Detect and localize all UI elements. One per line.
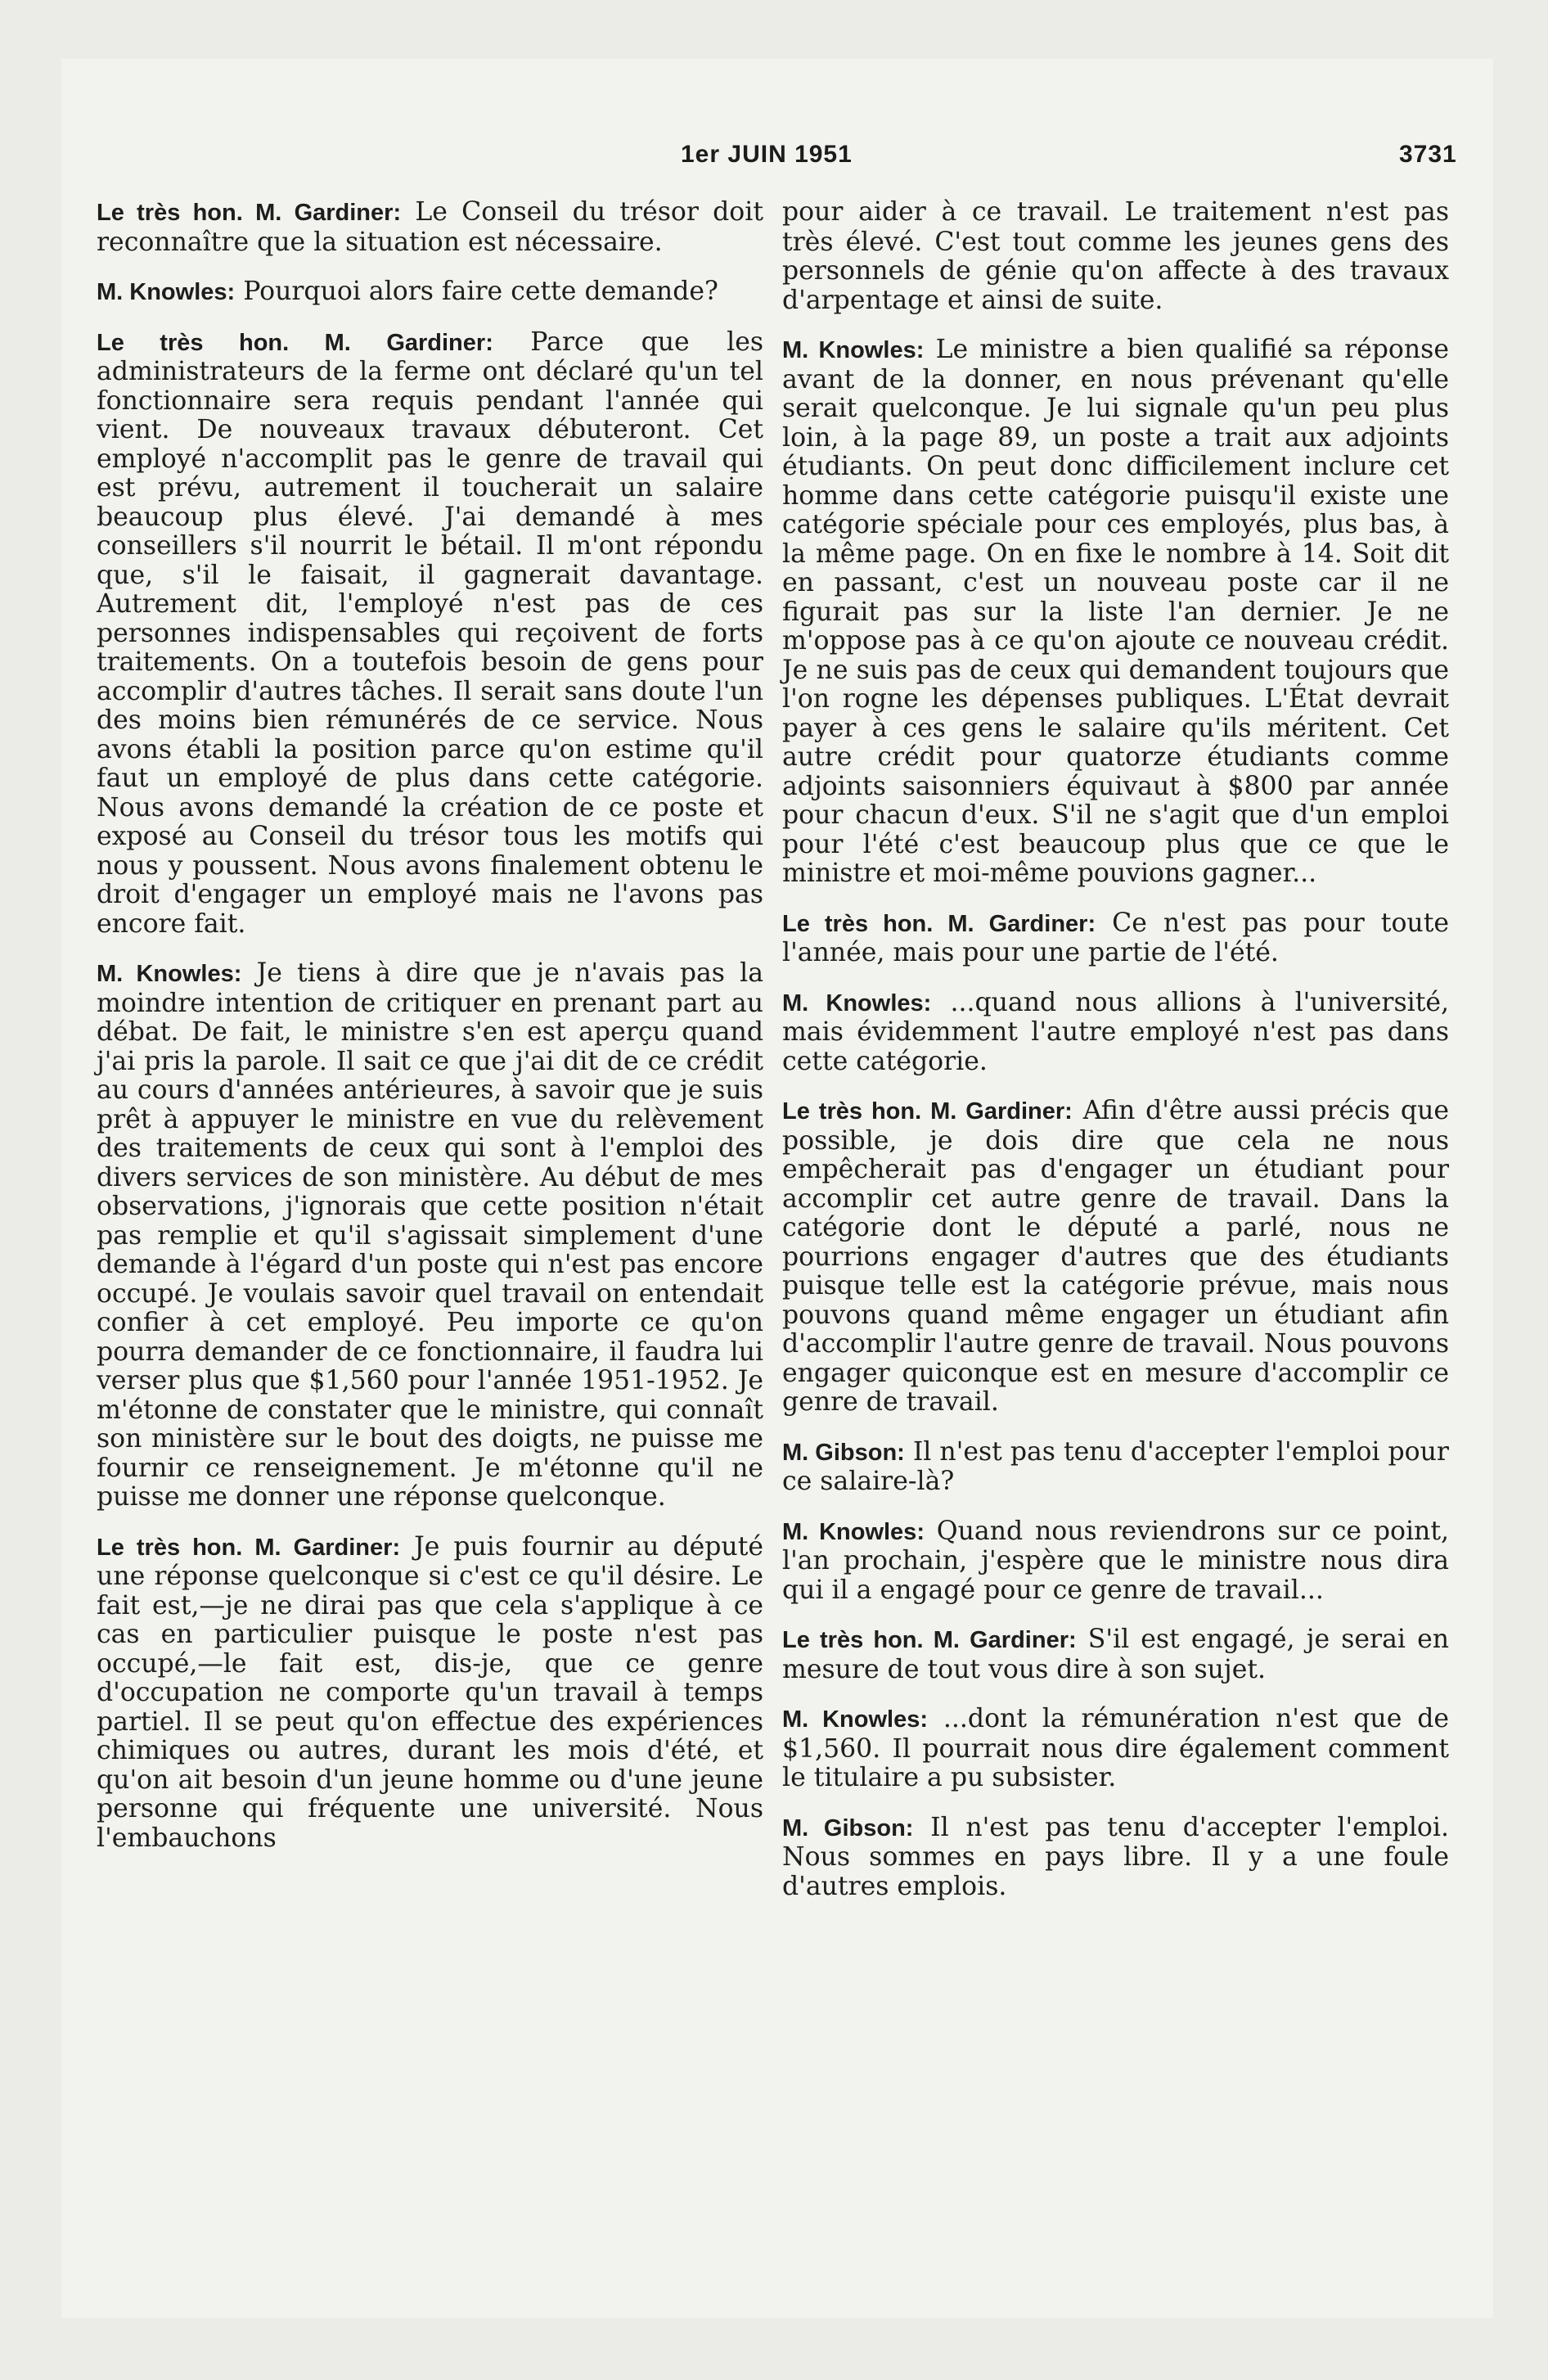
paragraph-text: Le ministre a bien qualifié sa réponse avant de la donner, en nous prévenant qu'elle serait quelconque. Je lui signale qu'un peu plus loin, à la page 89, un poste a trait aux adjoints étudiants. On peut donc difficilement inclure cet homme dans cette catégorie puisqu'il existe une catégorie spéciale pour ces employés, plus bas, à la même page. On en fixe le nombre à 14. Soit dit en passant, c'est un nouveau poste car il ne figurait pas sur la liste l'an dernier. Je ne m'oppose pas à ce qu'on ajoute ce nouveau crédit. Je ne suis pas de ceux qui demandent toujours que l'on rogne les dépenses publiques. L'État devrait payer à ces gens le salaire qu'ils méritent. Cet autre crédit pour quatorze étudiants comme adjoints saisonniers équivaut à $800 par année pour chacun d'eux. S'il ne s'agit que d'un emploi pour l'été c'est beaucoup plus que ce que le ministre et moi-même pouvions gagner... — [782, 335, 1449, 888]
paragraph-text: Pourquoi alors faire cette demande? — [243, 277, 718, 306]
speaker-name: Le très hon. M. Gardiner: — [782, 1627, 1077, 1653]
paragraph-text: Il n'est pas tenu d'accepter l'emploi pour ce salaire-là? — [782, 1436, 1449, 1496]
paragraph-text: Le Conseil du trésor doit reconnaître que la situation est nécessaire. — [97, 197, 764, 257]
speaker-name: Le très hon. M. Gardiner: — [782, 910, 1096, 937]
paragraph-text: Parce que les administrateurs de la ferme ont déclaré qu'un tel fonctionnaire sera requis pendant l'année qui vient. De nouveaux travaux débuteront. Cet employé n'accomplit pas le genre de travail qui est prévu, autrement il toucherait un salaire beaucoup plus élevé. J'ai demandé à mes conseillers s'il nourrit le bétail. Il m'ont répondu que, s'il le faisait, il gagnerait davantage. Autrement dit, l'employé n'est pas de ces personnes indispensables qui reçoivent de forts traitements. On a toutefois besoin de gens pour accomplir d'autres tâches. Il serait sans doute l'un des moins bien rémunérés de ce service. Nous avons établi la position parce qu'on estime qu'il faut un employé de plus dans cette catégorie. Nous avons demandé la création de ce poste et exposé au Conseil du trésor tous les motifs qui nous y poussent. Nous avons finalement obtenu le droit d'engager un employé mais ne l'avons pas encore fait. — [97, 327, 763, 939]
paragraph-text: ...quand nous allions à l'université, mais évidemment l'autre employé n'est pas dans cette catégorie. — [782, 987, 1450, 1076]
speaker-name: Le très hon. M. Gardiner: — [97, 329, 493, 356]
paragraph — [782, 198, 1449, 315]
paragraph-text: Je tiens à dire que je n'avais pas la moindre intention de critiquer en prenant part au débat. De fait, le ministre s'en est aperçu quand j'ai pris la parole. Il sait ce que j'ai dit de ce crédit au cours d'années antérieures, à savoir que je suis prêt à appuyer le ministre en vue du relèvement des traitements de ceux qui sont à l'emploi des divers services de son ministère. Au début de mes observations, j'ignorais que cette position n'était pas remplie et qu'il s'agissait simplement d'une demande à l'égard d'un poste qui n'est pas encore occupé. Je voulais savoir quel travail on entendait confier à cet employé. Peu importe ce qu'on pourra demander de ce fonctionnaire, il faudra lui verser plus que $1,560 pour l'année 1951-1952. Je m'étonne de constater que le ministre, qui connaît son ministère sur le bout des doigts, ne puisse me fournir ce renseignement. Je m'étonne qu'il ne puisse me donner une réponse quelconque. — [97, 958, 763, 1512]
paragraph — [782, 1097, 1449, 1418]
paragraph — [97, 1533, 763, 1854]
speaker-name: M. Knowles: — [97, 961, 242, 987]
paragraph-text: ...dont la rémunération n'est que de $1,560. Il pourrait nous dire également comment le titulaire a pu subsister. — [782, 1704, 1450, 1792]
paragraph — [97, 328, 763, 940]
paragraph — [782, 1438, 1449, 1497]
speaker-name: Le très hon. M. Gardiner: — [97, 200, 402, 226]
paragraph-text: Il n'est pas tenu d'accepter l'emploi. Nous sommes en pays libre. Il y a une foule d'autres emplois. — [782, 1812, 1449, 1901]
paragraph — [782, 1517, 1449, 1606]
speaker-name: M. Knowles: — [782, 1518, 925, 1545]
paragraph — [782, 989, 1449, 1077]
speaker-name: M. Gibson: — [782, 1439, 905, 1466]
header-date: 1er JUIN 1951 — [681, 141, 853, 168]
paragraph-text: Ce n'est pas pour toute l'année, mais pour une partie de l'été. — [782, 908, 1449, 967]
speaker-name: M. Knowles: — [782, 337, 925, 363]
paragraph — [782, 909, 1449, 968]
paragraph-text: Afin d'être aussi précis que possible, je dois dire que cela ne nous empêcherait pas d'engager un étudiant pour accomplir cet autre genre de travail. Dans la catégorie dont le député a parlé, nous ne pourrions engager d'autres que des étudiants puisque telle est la catégorie prévue, mais nous pouvons quand même engager un étudiant afin d'accomplir l'autre genre de travail. Nous pouvons engager quiconque est en mesure d'accomplir ce genre de travail. — [782, 1096, 1450, 1417]
speaker-name: Le très hon. M. Gardiner: — [782, 1098, 1073, 1125]
paragraph — [97, 959, 763, 1512]
right-column — [782, 198, 1449, 1922]
page-header — [0, 141, 1548, 174]
paragraph-text: pour aider à ce travail. Le traitement n'est pas très élevé. C'est tout comme les jeunes gens des personnels de génie qu'on affecte à des travaux d'arpentage et ainsi de suite. — [782, 197, 1449, 315]
left-column — [97, 198, 763, 1873]
paragraph — [782, 1814, 1449, 1902]
paragraph-text: Je puis fournir au député une réponse quelconque si c'est ce qu'il désire. Le fait est,—je ne dirai pas que cela s'applique à ce cas en particulier puisque le poste n'est pas occupé,—le fait est, dis-je, que ce genre d'occupation ne comporte qu'un travail à temps partiel. Il se peut qu'on effectue des expériences chimiques ou autres, durant les mois d'été, et qu'on ait besoin d'un jeune homme ou d'une jeune personne qui fréquente une université. Nous l'embauchons — [97, 1531, 764, 1853]
paragraph — [782, 1705, 1449, 1793]
paragraph-text: S'il est engagé, je serai en mesure de tout vous dire à son sujet. — [782, 1625, 1449, 1684]
speaker-name: M. Gibson: — [782, 1814, 914, 1841]
speaker-name: M. Knowles: — [97, 279, 236, 305]
speaker-name: M. Knowles: — [782, 1706, 929, 1733]
paragraph — [97, 277, 763, 308]
paragraph-text: Quand nous reviendrons sur ce point, l'an prochain, j'espère que le ministre nous dira qui il a engagé pour ce genre de travail... — [782, 1516, 1449, 1605]
speaker-name: Le très hon. M. Gardiner: — [97, 1534, 401, 1561]
paragraph — [97, 198, 763, 257]
paragraph — [782, 1625, 1449, 1684]
speaker-name: M. Knowles: — [782, 989, 932, 1016]
page-number: 3731 — [1399, 141, 1457, 168]
paragraph — [782, 336, 1449, 889]
